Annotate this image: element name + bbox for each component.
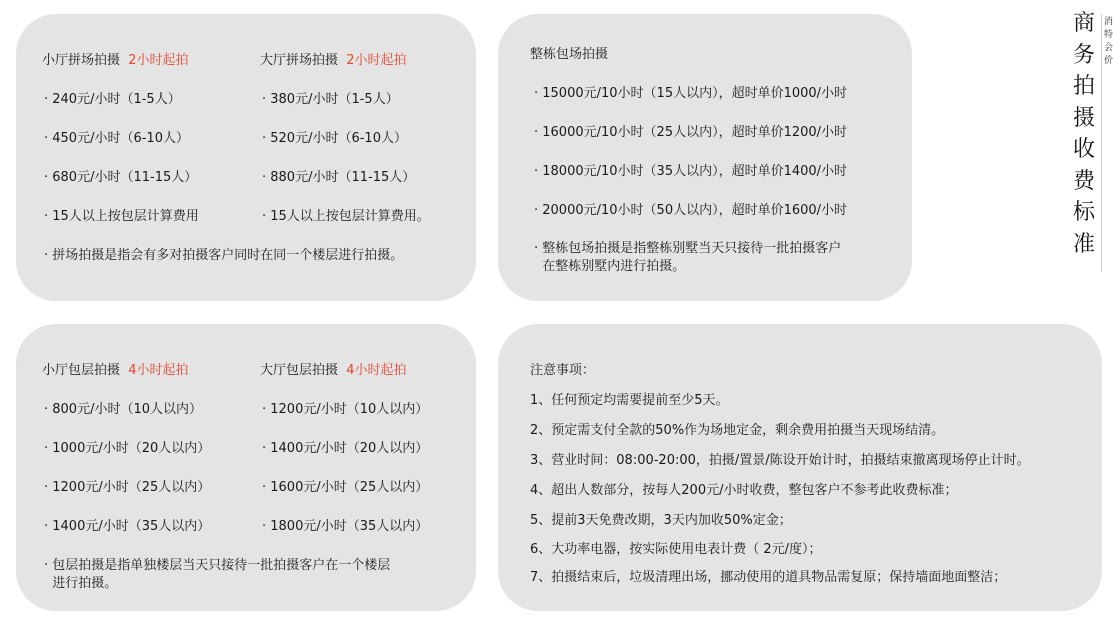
price-item: · 800元/小时（10人以内） (44, 402, 202, 417)
price-item: · 15000元/10小时（15人以内），超时单价1000/小时 (534, 86, 848, 101)
notice-item: 6、大功率电器，按实际使用电表计费（ 2元/度）； (530, 542, 822, 557)
small-hall-floor-heading: 小厅包层拍摄 4小时起拍 (42, 363, 189, 378)
page-title: 商 务 拍 摄 收 费 标 准 (1072, 11, 1095, 257)
notice-item: 4、超出人数部分，按每人200元/小时收费，整包客户不参考此收费标准； (530, 483, 958, 498)
price-item: · 18000元/10小时（35人以内），超时单价1400/小时 (534, 164, 848, 179)
side-note: 消 特 会 价 (1104, 17, 1113, 66)
notices-heading: 注意事项： (530, 363, 596, 378)
price-item: · 680元/小时（11-15人） (44, 170, 198, 185)
price-item: · 20000元/10小时（50人以内），超时单价1600/小时 (534, 203, 848, 218)
shared-note: · 拼场拍摄是指会有多对拍摄客户同时在同一个楼层进行拍摄。 (44, 248, 404, 263)
small-hall-shared-min: 2小时起拍 (128, 53, 189, 68)
price-item: · 450元/小时（6-10人） (44, 131, 189, 146)
divider (1101, 14, 1102, 272)
notices-card (498, 324, 1102, 611)
floor-booking-card (16, 324, 476, 611)
whole-villa-heading: 整栋包场拍摄 (530, 47, 609, 62)
floor-note: · 包层拍摄是指单独楼层当天只接待一批拍摄客户在一个楼层 进行拍摄。 (44, 558, 391, 591)
price-item: · 15人以上按包层计算费用 (44, 209, 199, 224)
price-item: · 1200元/小时（10人以内） (262, 402, 429, 417)
notice-item: 2、预定需支付全款的50%作为场地定金，剩余费用拍摄当天现场结清。 (530, 423, 945, 438)
price-item: · 880元/小时（11-15人） (262, 170, 416, 185)
whole-villa-card (498, 14, 912, 301)
price-item: · 1400元/小时（20人以内） (262, 441, 429, 456)
price-item: · 380元/小时（1-5人） (262, 92, 399, 107)
price-item: · 15人以上按包层计算费用。 (262, 209, 430, 224)
big-hall-shared-heading: 大厅拼场拍摄 2小时起拍 (260, 53, 407, 68)
price-item: · 520元/小时（6-10人） (262, 131, 407, 146)
price-item: · 16000元/10小时（25人以内），超时单价1200/小时 (534, 125, 848, 140)
whole-villa-note: · 整栋包场拍摄是指整栋别墅当天只接待一批拍摄客户 在整栋别墅内进行拍摄。 (534, 241, 842, 274)
big-hall-floor-heading: 大厅包层拍摄 4小时起拍 (260, 363, 407, 378)
price-item: · 1600元/小时（25人以内） (262, 480, 429, 495)
big-hall-floor-min: 4小时起拍 (346, 363, 407, 378)
price-item: · 1800元/小时（35人以内） (262, 519, 429, 534)
notice-item: 5、提前3天免费改期，3天内加收50%定金； (530, 513, 792, 528)
big-hall-shared-min: 2小时起拍 (346, 53, 407, 68)
price-item: · 1000元/小时（20人以内） (44, 441, 211, 456)
price-item: · 240元/小时（1-5人） (44, 92, 181, 107)
price-item: · 1400元/小时（35人以内） (44, 519, 211, 534)
notice-item: 7、拍摄结束后，垃圾清理出场，挪动使用的道具物品需复原；保持墙面地面整洁； (530, 570, 1007, 585)
notice-item: 1、任何预定均需要提前至少5天。 (530, 393, 729, 408)
price-item: · 1200元/小时（25人以内） (44, 480, 211, 495)
notice-item: 3、营业时间：08:00-20:00，拍摄/置景/陈设开始计时，拍摄结束撤离现场停止计时。 (530, 453, 1030, 468)
small-hall-floor-min: 4小时起拍 (128, 363, 189, 378)
small-hall-shared-heading: 小厅拼场拍摄 2小时起拍 (42, 53, 189, 68)
shared-shooting-card (16, 14, 476, 301)
